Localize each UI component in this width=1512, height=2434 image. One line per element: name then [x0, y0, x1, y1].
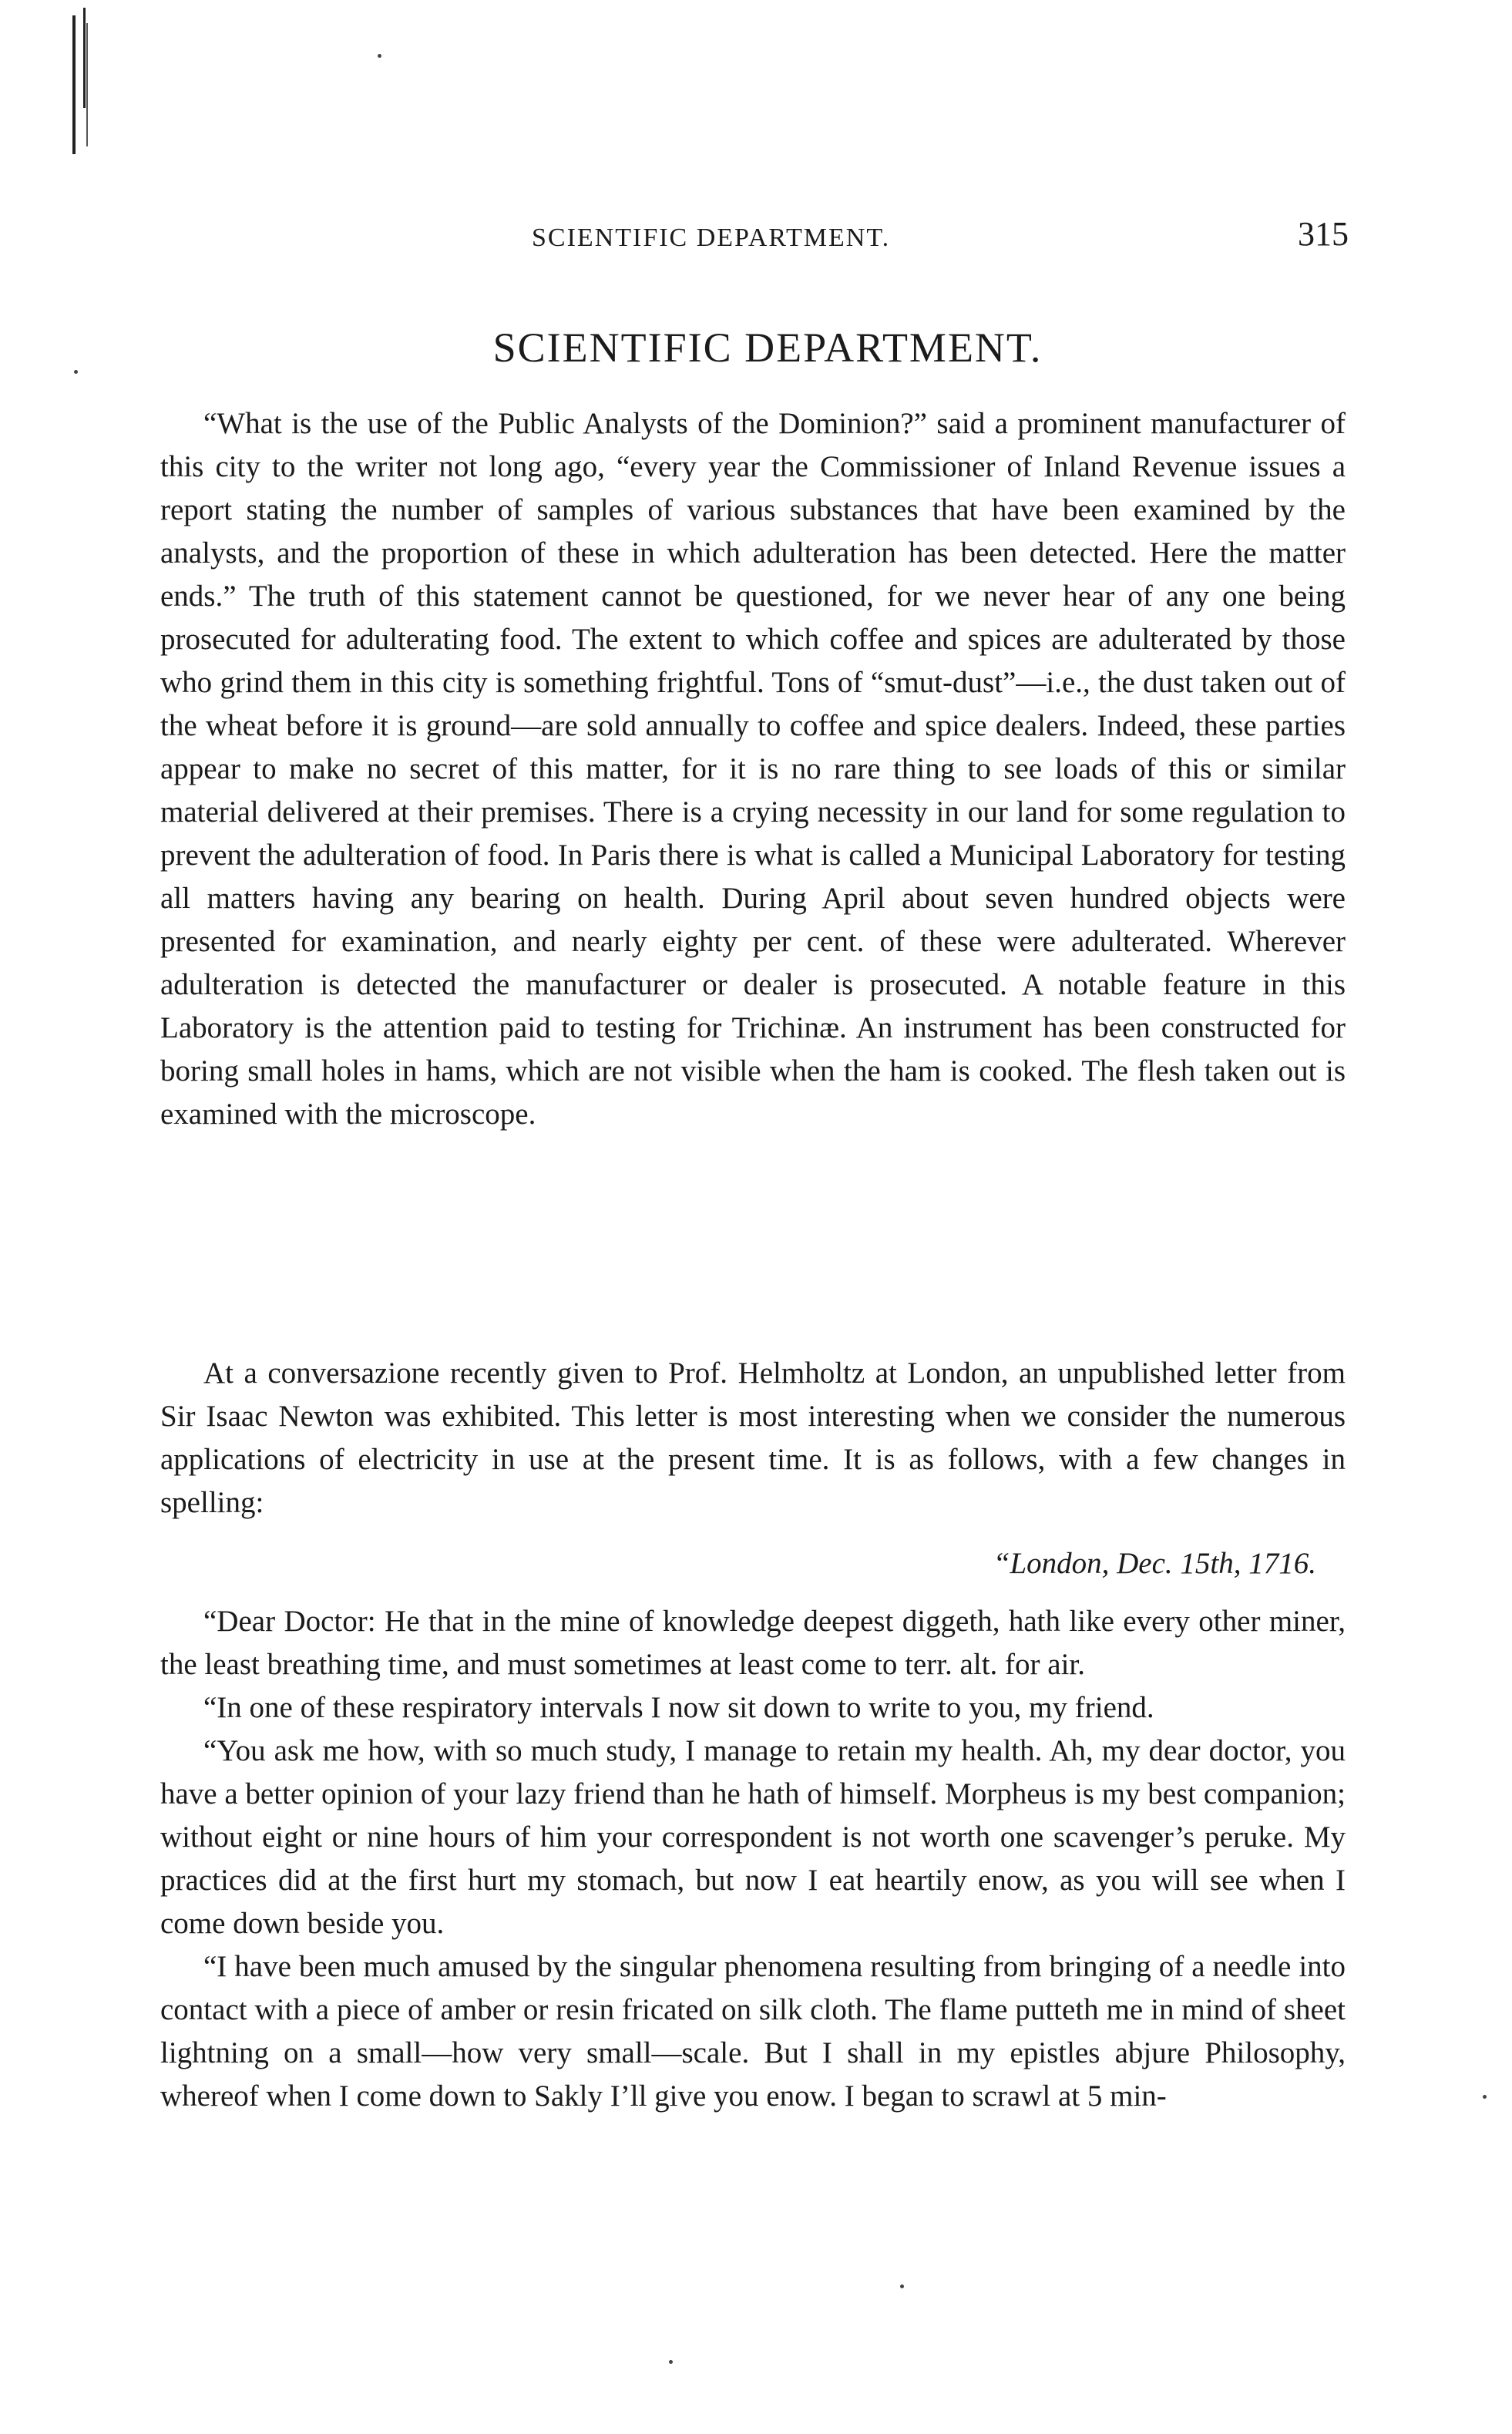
scan-speck: [378, 54, 381, 58]
page-number: 315: [1298, 215, 1349, 253]
section-title: SCIENTIFIC DEPARTMENT.: [492, 324, 1043, 371]
scan-edge-mark: [83, 8, 86, 108]
paragraph: “What is the use of the Public Analysts of the Dominion?” said a prominent manufacturer of this city to the writer not long ago, “every year the Commissioner of Inland Revenue issues a report stating the number of samples of various substances that have been examined by the analysts, and the proportion of these in which adulteration has been detected. Here the matter ends.” The truth of this statement cannot be questioned, for we never hear of any one being prosecuted for adulterating food. The extent to which coffee and spices are adulterated by those who grind them in this city is something frightful. Tons of “smut-dust”—i.e., the dust taken out of the wheat before it is ground—are sold annually to coffee and spice dealers. Indeed, these parties appear to make no secret of this matter, for it is no rare thing to see loads of this or similar material delivered at their premises. There is a crying necessity in our land for some regulation to prevent the adulteration of food. In Paris there is what is called a Municipal Laboratory for testing all matters having any bearing on health. During April about seven hundred objects were presented for examination, and nearly eighty per cent. of these were adulterated. Wherever adulteration is detected the manufacturer or dealer is prosecuted. A notable feature in this Laboratory is the attention paid to testing for Trichinæ. An instrument has been constructed for boring small holes in hams, which are not visible when the ham is cooked. The flesh taken out is examined with the microscope.: [160, 407, 1346, 1131]
letter-paragraph: “You ask me how, with so much study, I manage to retain my health. Ah, my dear doctor, you have a better opinion of your lazy friend than he hath of himself. Morpheus is my best companion; without eight or nine hours of him your correspondent is not worth one scavenger’s peruke. My practices did at the first hurt my stomach, but now I eat heartily enow, as you will see when I come down beside you.: [160, 1734, 1346, 1940]
letter-paragraph: “I have been much amused by the singular phenomena resulting from bringing of a needle into contact with a piece of amber or resin fricated on silk cloth. The flame putteth me in mind of sheet lightning on a small—how very small—scale. But I shall in my epistles abjure Philosophy, whereof when I come down to Sakly I’ll give you enow. I began to scrawl at 5 min-: [160, 1950, 1346, 2113]
letter-dateline: “London, Dec. 15th, 1716.: [993, 1547, 1316, 1580]
letter-paragraph: “In one of these respiratory intervals I now sit down to write to you, my friend.: [203, 1691, 1154, 1724]
letter-paragraph: “Dear Doctor: He that in the mine of knowledge deepest diggeth, hath like every other miner, the least breathing time, and must sometimes at least come to terr. alt. for air.: [160, 1605, 1346, 1681]
scan-edge-mark: [72, 15, 76, 154]
scan-speck: [900, 2284, 904, 2288]
newton-letter: [160, 1600, 1346, 2118]
article-body-newton: [160, 1352, 1346, 1525]
article-body-adulteration: [160, 402, 1346, 1136]
scan-edge-mark: [86, 23, 88, 146]
scan-speck: [1483, 2095, 1487, 2099]
paragraph: At a conversazione recently given to Prof. Helmholtz at London, an unpublished letter from Sir Isaac Newton was exhibited. This letter is most interesting when we consider the numerous applications of electricity in use at the present time. It is as follows, with a few changes in spelling:: [160, 1357, 1346, 1519]
running-head: SCIENTIFIC DEPARTMENT.: [532, 224, 891, 252]
scan-speck: [669, 2360, 673, 2364]
